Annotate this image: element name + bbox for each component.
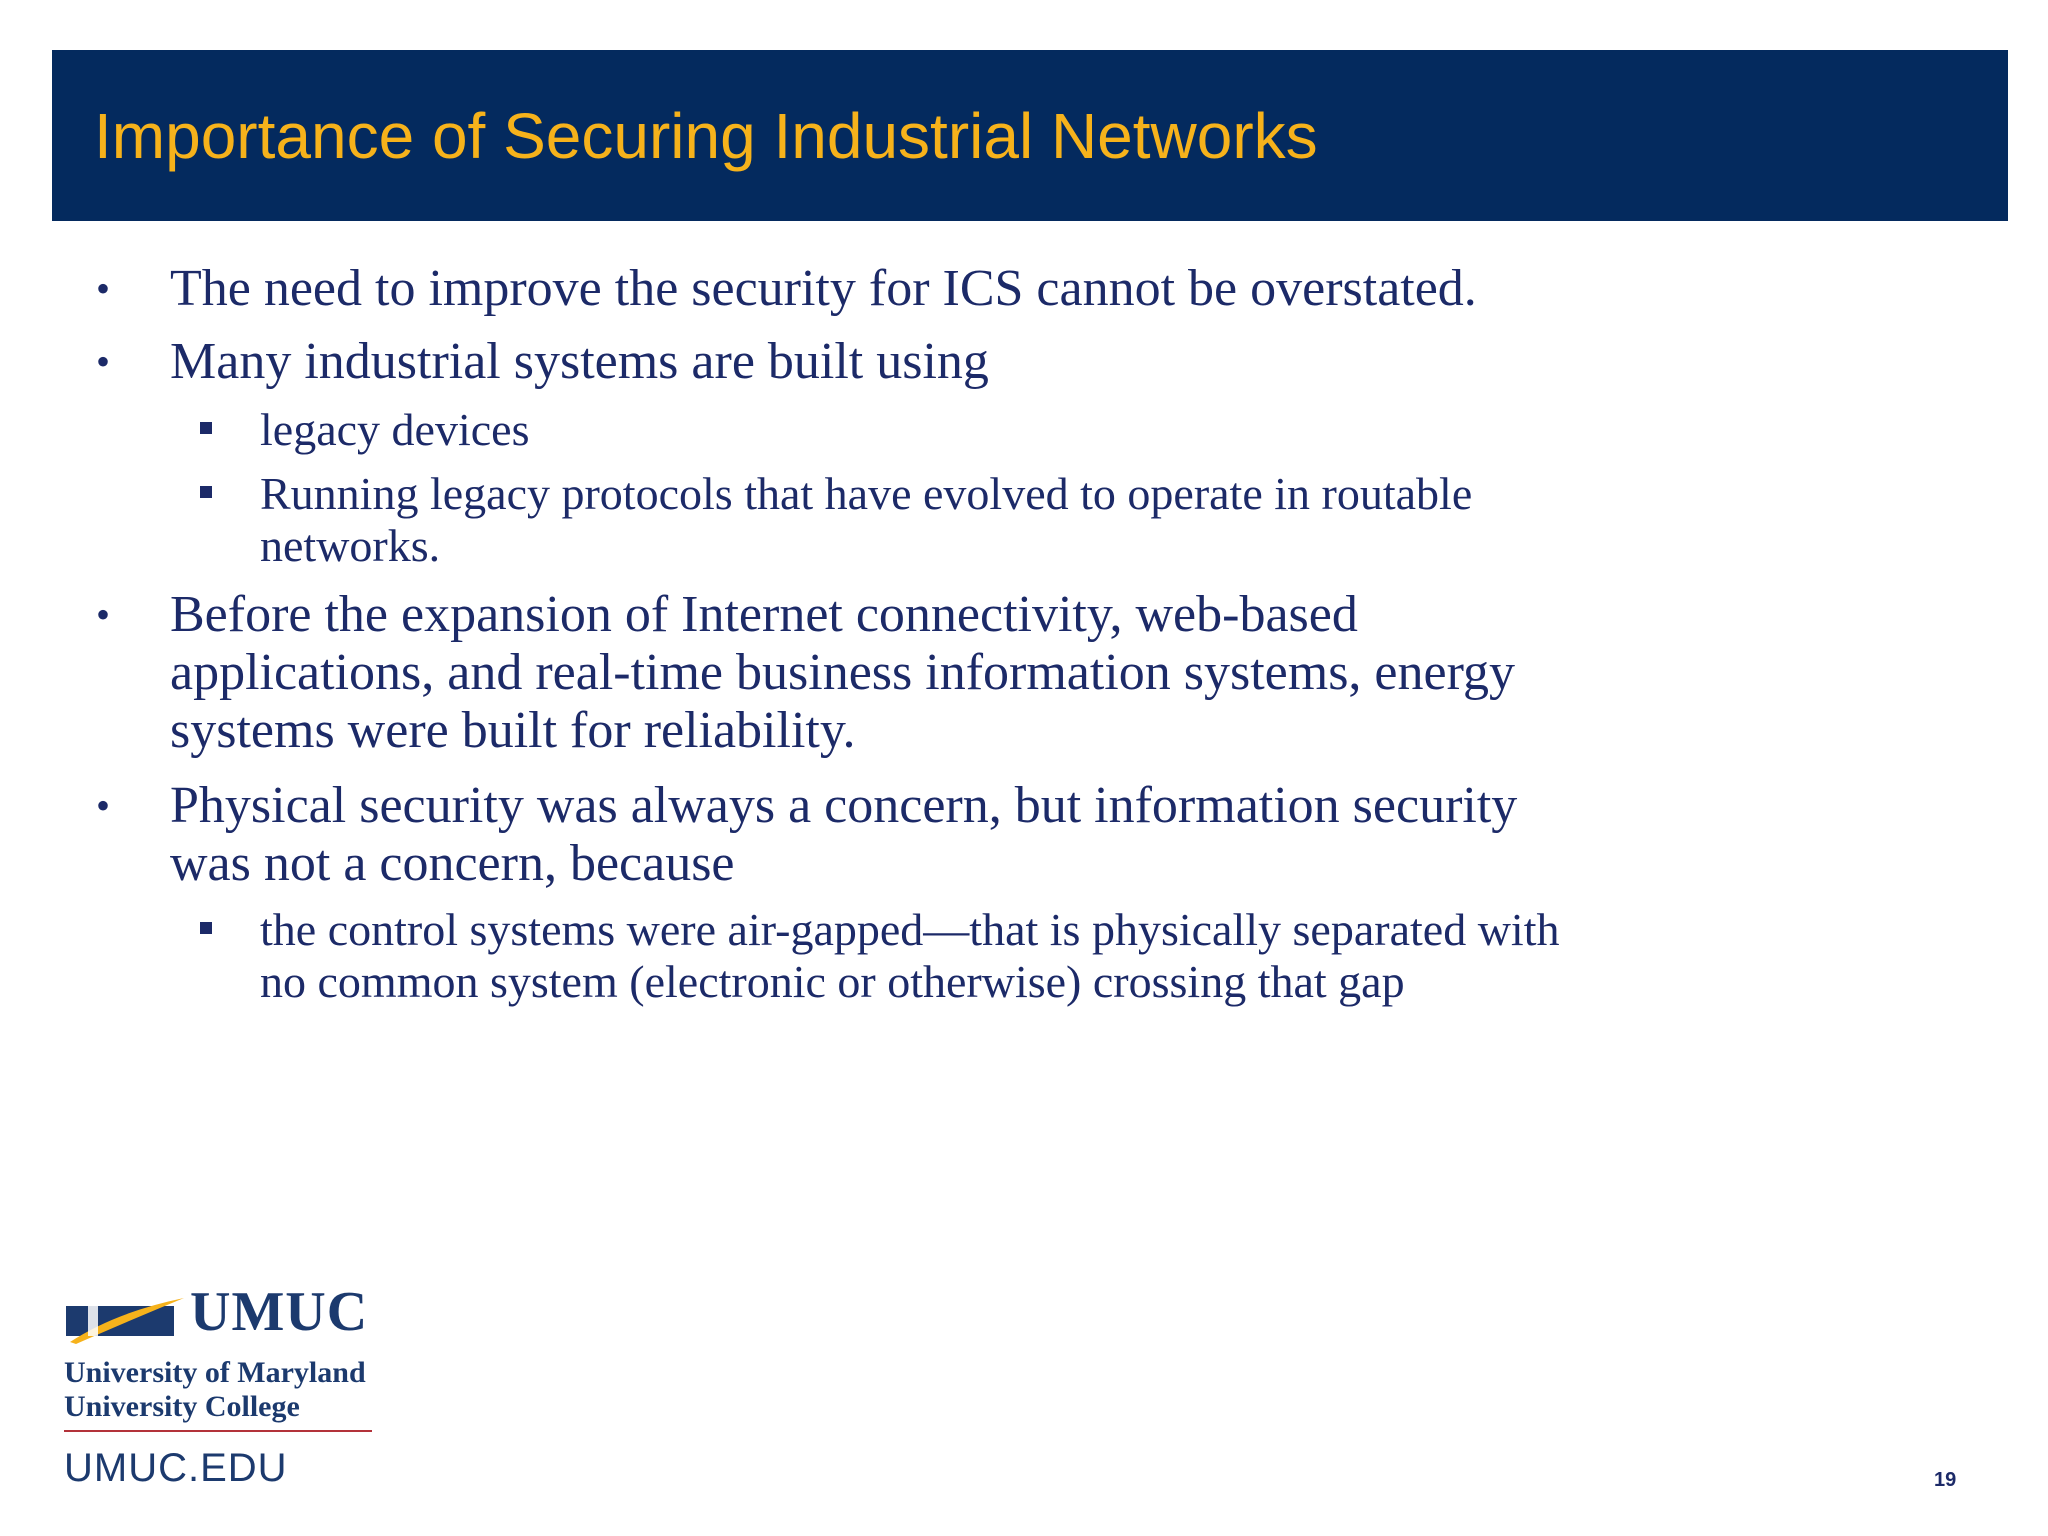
sub-bullet-2-line-2: networks.: [260, 520, 441, 571]
logo-divider: [64, 1430, 372, 1432]
bullet-2-text: Many industrial systems are built using: [170, 333, 989, 390]
square-bullet-icon: [200, 922, 212, 934]
bullet-3-line-3: systems were built for reliability.: [170, 702, 856, 759]
sub-bullet-1: [260, 404, 529, 456]
bullet-dot-icon: •: [96, 592, 111, 637]
sub-bullet-1-text: legacy devices: [260, 404, 530, 455]
bullet-4-line-2: was not a concern, because: [170, 835, 735, 892]
bullet-4-line-1: Physical security was always a concern, but information security: [170, 777, 1518, 834]
sub-bullet-2-line-1: Running legacy protocols that have evolved to operate in routable: [260, 468, 1473, 519]
page-number: 19: [1934, 1469, 1957, 1491]
bullet-3: [96, 586, 1515, 760]
bullet-1: [96, 260, 1477, 318]
site-url: UMUC.EDU: [64, 1446, 288, 1490]
logo-line-2: University College: [64, 1390, 300, 1423]
logo-acronym: UMUC: [190, 1281, 369, 1343]
square-bullet-icon: [200, 422, 212, 434]
bullet-dot-icon: •: [96, 266, 111, 311]
bullet-1-text: The need to improve the security for ICS cannot be overstated.: [170, 260, 1477, 317]
bullet-dot-icon: •: [96, 339, 111, 384]
square-bullet-icon: [200, 486, 212, 498]
bullet-dot-icon: •: [96, 783, 111, 828]
bullet-3-line-1: Before the expansion of Internet connectivity, web-based: [170, 586, 1358, 643]
sub-bullet-3-line-1: the control systems were air-gapped—that is physically separated with: [260, 904, 1560, 955]
bullet-3-line-2: applications, and real-time business information systems, energy: [170, 644, 1515, 701]
bullet-4: [96, 777, 1518, 893]
logo-line-1: University of Maryland: [64, 1356, 366, 1389]
sub-bullet-3: [260, 904, 1559, 1008]
slide-title: Importance of Securing Industrial Networks: [94, 100, 1318, 172]
bullet-2: [96, 333, 989, 391]
umuc-dome-swoosh-icon: [66, 1292, 186, 1348]
sub-bullet-2: [260, 468, 1472, 572]
sub-bullet-3-line-2: no common system (electronic or otherwise) crossing that gap: [260, 956, 1405, 1007]
